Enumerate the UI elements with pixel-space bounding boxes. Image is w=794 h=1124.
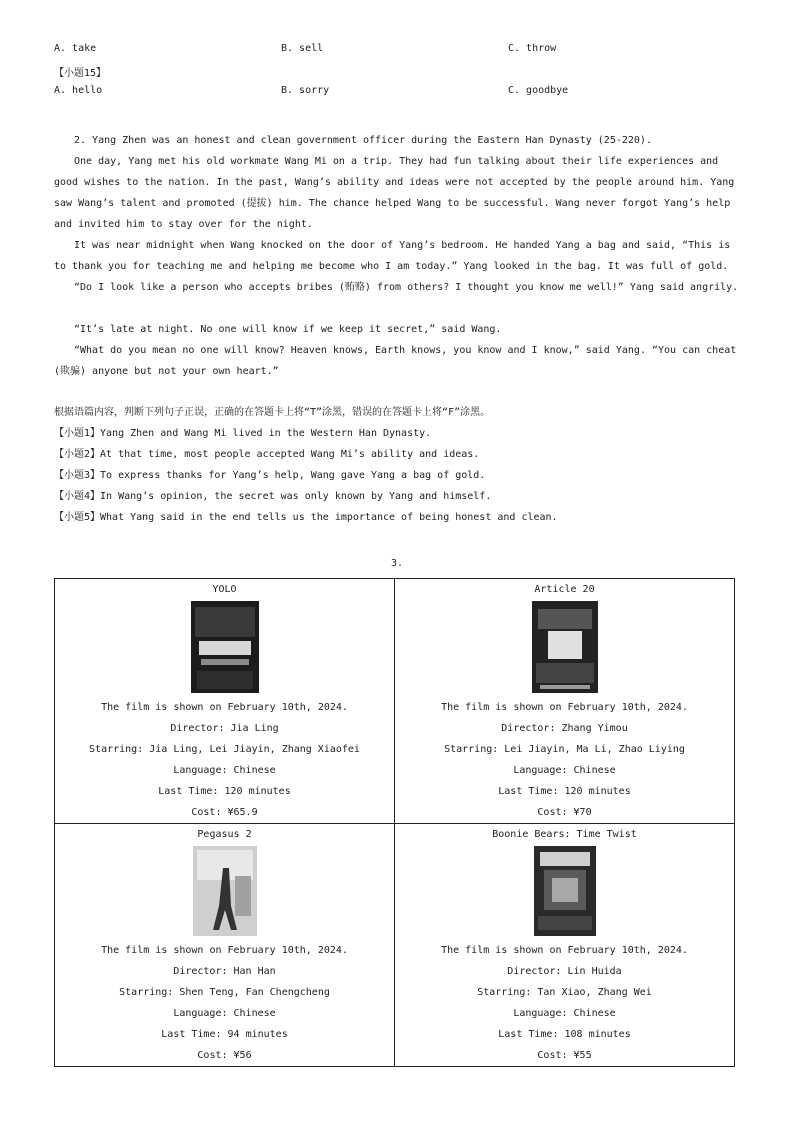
film-director: Director: Zhang Yimou [501,723,628,734]
passage2-instruction: 根据语篇内容，判断下列句子正误，正确的在答题卡上将“T”涂黑，错误的在答题卡上将“F”涂黑。 [54,407,491,418]
passage2-paragraph-1: One day, Yang met his old workmate Wang Mi on a trip. They had fun talking about their life experiences and good wishes to the nation. In the past, Wang’s ability and ideas were not accepted by the people around him. Yang saw Wang’s talent and promoted (提拔) him. The chance helped Wang to be successful. Wang never forgot Yang’s help and invited him to stay over for the night. [54,156,735,230]
film-last-time: Last Time: 120 minutes [158,786,291,797]
film-director: Director: Han Han [173,966,276,977]
tf-question-1: 【小题1】Yang Zhen and Wang Mi lived in the Western Han Dynasty. [54,428,432,439]
film-cost: Cost: ¥56 [197,1050,252,1061]
q14-option-a: A. take [54,43,97,54]
tf-question-2: 【小题2】At that time, most people accepted Wang Mi’s ability and ideas. [54,449,480,460]
film-poster-pegasus-2 [193,846,257,936]
q14-option-b: B. sell [281,43,324,54]
q15-label: 【小题15】 [54,68,107,79]
film-shown: The film is shown on February 10th, 2024. [101,945,348,956]
film-shown: The film is shown on February 10th, 2024. [101,702,348,713]
film-title: Article 20 [534,584,595,595]
film-starring: Starring: Shen Teng, Fan Chengcheng [119,987,330,998]
tf-question-4: 【小题4】In Wang’s opinion, the secret was only known by Yang and himself. [54,491,492,502]
film-last-time: Last Time: 94 minutes [161,1029,288,1040]
film-cell-article-20 [395,579,735,824]
film-last-time: Last Time: 108 minutes [498,1029,631,1040]
q15-option-a: A. hello [54,85,103,96]
film-language: Language: Chinese [513,1008,616,1019]
film-cell-yolo [55,579,395,824]
passage2-heading: 2. Yang Zhen was an honest and clean government officer during the Eastern Han Dynasty (25-220). [74,135,652,146]
film-poster-boonie-bears [534,846,596,936]
q15-option-b: B. sorry [281,85,330,96]
film-poster-article-20 [532,601,598,693]
film-director: Director: Jia Ling [170,723,279,734]
film-language: Language: Chinese [173,765,276,776]
film-cell-boonie-bears [395,824,735,1067]
film-shown: The film is shown on February 10th, 2024. [441,702,688,713]
film-title: Pegasus 2 [197,829,252,840]
section3-number: 3. [391,558,404,569]
passage2-paragraph-5: “What do you mean no one will know? Heaven knows, Earth knows, you know and I know,” said Yang. “You can cheat (欺骗) anyone but not your own heart.” [54,345,737,377]
passage2-paragraph-4: “It’s late at night. No one will know if we keep it secret,” said Wang. [74,324,502,335]
film-language: Language: Chinese [513,765,616,776]
film-director: Director: Lin Huida [507,966,622,977]
film-starring: Starring: Lei Jiayin, Ma Li, Zhao Liying [444,744,685,755]
film-starring: Starring: Jia Ling, Lei Jiayin, Zhang Xiaofei [89,744,360,755]
film-poster-yolo [191,601,259,693]
tf-question-5: 【小题5】What Yang said in the end tells us the importance of being honest and clean. [54,512,558,523]
film-shown: The film is shown on February 10th, 2024. [441,945,688,956]
q15-option-c: C. goodbye [508,85,569,96]
film-last-time: Last Time: 120 minutes [498,786,631,797]
tf-question-3: 【小题3】To express thanks for Yang’s help, Wang gave Yang a bag of gold. [54,470,486,481]
film-language: Language: Chinese [173,1008,276,1019]
q14-option-c: C. throw [508,43,557,54]
film-title: YOLO [212,584,237,595]
film-cost: Cost: ¥65.9 [191,807,258,818]
film-table [54,578,735,1067]
passage2-paragraph-3: “Do I look like a person who accepts bribes (贿赂) from others? I thought you know me well!” Yang said angrily. [74,282,739,293]
film-cost: Cost: ¥55 [537,1050,592,1061]
passage2-paragraph-2: It was near midnight when Wang knocked on the door of Yang’s bedroom. He handed Yang a bag and said, “This is to thank you for teaching me and helping me become who I am today.” Yang looked in the bag. It was full of gold. [54,240,731,272]
film-cost: Cost: ¥70 [537,807,592,818]
film-cell-pegasus-2 [55,824,395,1067]
film-starring: Starring: Tan Xiao, Zhang Wei [477,987,652,998]
film-title: Boonie Bears: Time Twist [492,829,637,840]
